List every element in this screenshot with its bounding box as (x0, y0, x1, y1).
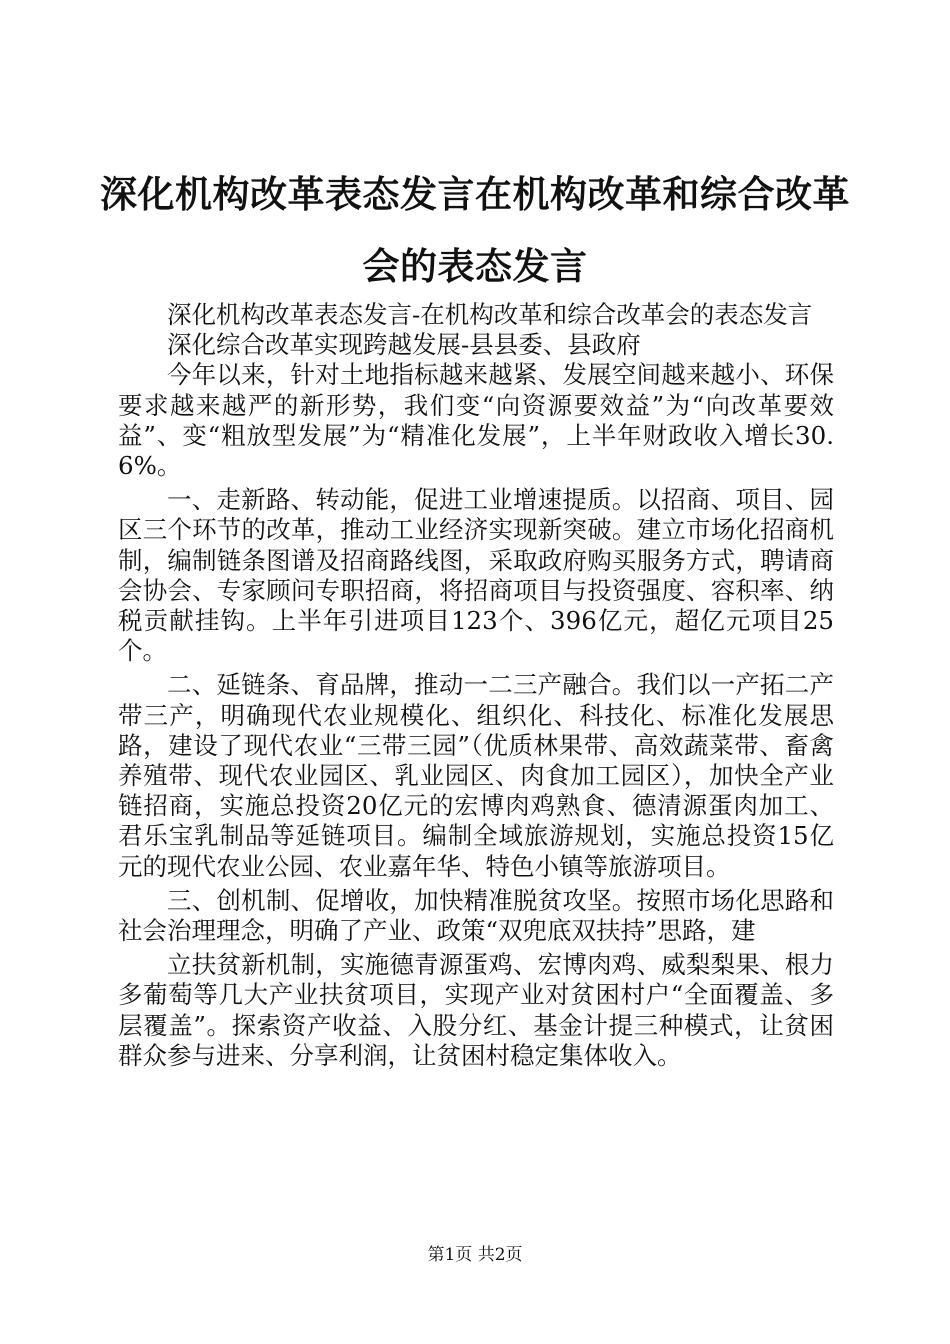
paragraph-subtitle: 深化机构改革表态发言-在机构改革和综合改革会的表态发言 (167, 300, 813, 329)
paragraph-heading: 深化综合改革实现跨越发展-县县委、县政府 (167, 330, 641, 360)
document-title: 深化机构改革表态发言在机构改革和综合改革会的表态发言 (100, 172, 850, 288)
document-body (118, 300, 834, 1071)
page-number-footer: 第1页 共2页 (427, 1245, 523, 1265)
paragraph-section-1: 一、走新路、转动能，促进工业增速提质。以招商、项目、园区三个环节的改革，推动工业经济实现新突破。建立市场化招商机制，编制链条图谱及招商路线图，采取政府购买服务方式，聘请商会协会、专家顾问专职招商，将招商项目与投资强度、容积率、纳税贡献挂钩。上半年引进项目123个、396亿元，超亿元项目25个。 (118, 485, 834, 666)
paragraph-intro: 今年以来，针对土地指标越来越紧、发展空间越来越小、环保要求越来越严的新形势，我们变“向资源要效益”为“向改革要效益”、变“粗放型发展”为“精准化发展”，上半年财政收入增长30.6%。 (118, 360, 834, 481)
paragraph-section-2: 二、延链条、育品牌，推动一二三产融合。我们以一产拓二产带三产，明确现代农业规模化、组织化、科技化、标准化发展思路，建设了现代农业“三带三园”（优质林果带、高效蔬菜带、畜禽养殖带、现代农业园区、乳业园区、肉食加工园区），加快全产业链招商，实施总投资20亿元的宏博肉鸡熟食、德清源蛋肉加工、君乐宝乳制品等延链项目。编制全域旅游规划，实施总投资15亿元的现代农业公园、农业嘉年华、特色小镇等旅游项目。 (118, 670, 834, 881)
paragraph-section-3-continued: 立扶贫新机制，实施德青源蛋鸡、宏博肉鸡、威梨梨果、根力多葡萄等几大产业扶贫项目，实现产业对贫困村户“全面覆盖、多层覆盖”。探索资产收益、入股分红、基金计提三种模式，让贫困群众参与进来、分享利润，让贫困村稳定集体收入。 (118, 950, 834, 1070)
paragraph-section-3: 三、创机制、促增收，加快精准脱贫攻坚。按照市场化思路和社会治理理念，明确了产业、政策“双兜底双扶持”思路，建 (118, 885, 834, 946)
